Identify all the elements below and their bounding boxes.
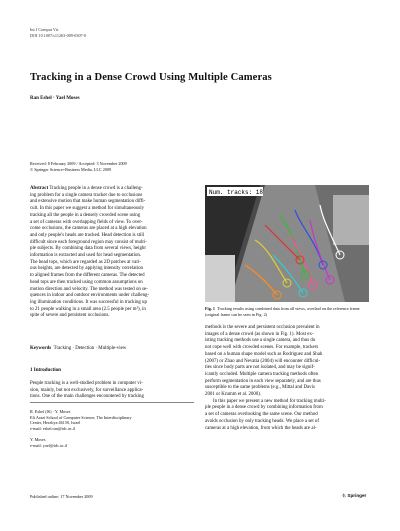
- column-two-text: [205, 325, 371, 432]
- abstract-line: Abstract Tracking people in a dense crowd is a challeng-: [30, 186, 143, 191]
- body-line: ties since body parts are not isolated, and may be signif-: [205, 365, 315, 371]
- journal-name: Int J Comput Vis: [30, 27, 59, 32]
- intro-line: tions. One of the main challenges encountered by tracking: [30, 394, 144, 400]
- body-line: 2001 or Krumm et al. 2000).: [205, 392, 262, 398]
- abstract-line: information is extracted and used for head segmentation.: [30, 253, 142, 259]
- body-line: images of a dense crowd (as shown in Fig. 1). Most ex-: [205, 331, 314, 337]
- figure-caption: Fig. 1 Tracking results using combined data from all views, overlaid on the reference frame (original frame can be seen in Fig. 2): [205, 306, 360, 317]
- keywords-label: Keywords: [30, 346, 52, 351]
- body-line: avoids occlusion by only tracking heads. We place a set of: [205, 418, 320, 424]
- abstract-line: motion direction and velocity. The method was tested on se-: [30, 286, 148, 292]
- track-count-overlay: Num. tracks: 18: [209, 189, 264, 196]
- published-online: Published online: 17 November 2009: [30, 494, 93, 499]
- abstract-line: spite of severe and persistent occlusions.: [30, 313, 110, 319]
- body-line: methods is the severe and persistent occlusion prevalent in: [205, 325, 320, 330]
- body-line: not cope well with crowded scenes. For example, trackers: [205, 345, 319, 351]
- abstract-line: to 21 people walking in a small area (2.5 people per m²), in: [30, 306, 146, 312]
- body-line: based on a human shape model such as Rodriguez and Shah: [205, 351, 323, 357]
- body-line: susceptible to the same problems (e.g., Mittal and Davis: [205, 385, 315, 391]
- body-line: perform segmentation in each view separately, and are thus: [205, 378, 321, 384]
- intro-text: [30, 381, 194, 401]
- abstract-line: ing problem for a single camera tracker due to occlusions: [30, 192, 143, 198]
- body-line: (2007) or Zhao and Nevatia (2004) will encounter difficul-: [205, 358, 321, 364]
- abstract-line: a set of cameras with overlapping fields of view. To over-: [30, 219, 143, 225]
- crowd-image: [205, 185, 369, 302]
- abstract-line: The head tops, which are regarded as 2D patches at vari-: [30, 259, 141, 265]
- abstract-line: ple subjects. By combining data from several views, height: [30, 246, 146, 252]
- body-line: cameras at a high elevation, from which the heads are al-: [205, 425, 317, 431]
- doi: DOI 10.1007/s11263-009-0307-0: [30, 33, 87, 38]
- abstract-line: ing illumination conditions. It was successful in tracking up: [30, 299, 147, 305]
- email-link[interactable]: e-mail: yael@idc.ac.il: [30, 442, 67, 448]
- abstract: [30, 186, 194, 320]
- abstract-line: to aligned frames from the different cameras. The detected: [30, 273, 145, 279]
- keywords: [30, 346, 126, 351]
- figure-tracking-results: [205, 185, 369, 302]
- body-line: a set of cameras overlooking the same scene. Our method: [205, 412, 318, 418]
- abstract-line: cult. In this paper we suggest a method for simultaneously: [30, 206, 145, 212]
- received-dates: Received: 8 February 2009 / Accepted: 3 November 2009: [30, 161, 127, 166]
- intro-line: People tracking is a well-studied problem in computer vi-: [30, 381, 143, 386]
- keywords-text: Tracking · Detection · Multiple-view: [53, 346, 127, 351]
- abstract-line: tracking all the people in a densely crowded scene using: [30, 212, 141, 218]
- author-affiliations: R. Eshel (✉) · Y. Moses Efi Arazi School of Computer Science, The Interdisciplinary Center, Herzliya 46150, Israel e-mail: eshel.ran@idc.ac.il Y. Moses e-mail: yael@idc.ac.il: [30, 409, 198, 448]
- abstract-line: and extensive motion that make human segmentation diffi-: [30, 199, 146, 205]
- paper-title: Tracking in a Dense Crowd Using Multiple Cameras: [30, 72, 272, 83]
- section-heading: 1 Introduction: [30, 368, 61, 373]
- body-line: In this paper we present a new method for tracking multi-: [213, 398, 326, 404]
- abstract-line: head tops are then tracked using common assumptions on: [30, 279, 143, 285]
- abstract-line: ous heights, are detected by applying intensity correlation: [30, 266, 143, 272]
- copyright: © Springer Science+Business Media, LLC 2009: [30, 167, 112, 172]
- abstract-line: come occlusions, the cameras are placed at a high elevation: [30, 226, 147, 232]
- authors: Ran Eshel · Yael Moses: [30, 96, 80, 101]
- email-link[interactable]: e-mail: eshel.ran@idc.ac.il: [30, 425, 76, 431]
- figure-label: Fig. 1: [205, 306, 216, 311]
- body-line: ple people in a dense crowd by combining information from: [205, 405, 323, 411]
- body-line: icantly occluded. Multiple camera tracking methods often: [205, 371, 319, 377]
- abstract-label: Abstract: [30, 186, 49, 191]
- abstract-line: quences in indoor and outdoor environments under challeng-: [30, 293, 150, 299]
- springer-logo: ♘ Springer: [342, 493, 367, 498]
- intro-line: sion, mainly, but not exclusively, for surveillance applica-: [30, 387, 144, 393]
- abstract-line: and only people's heads are tracked. Head detection is still: [30, 232, 145, 238]
- body-line: isting tracking methods use a single camera, and thus do: [205, 338, 316, 344]
- abstract-line: difficult since each foreground region may consist of multi-: [30, 239, 147, 245]
- footnote-rule: [30, 402, 194, 403]
